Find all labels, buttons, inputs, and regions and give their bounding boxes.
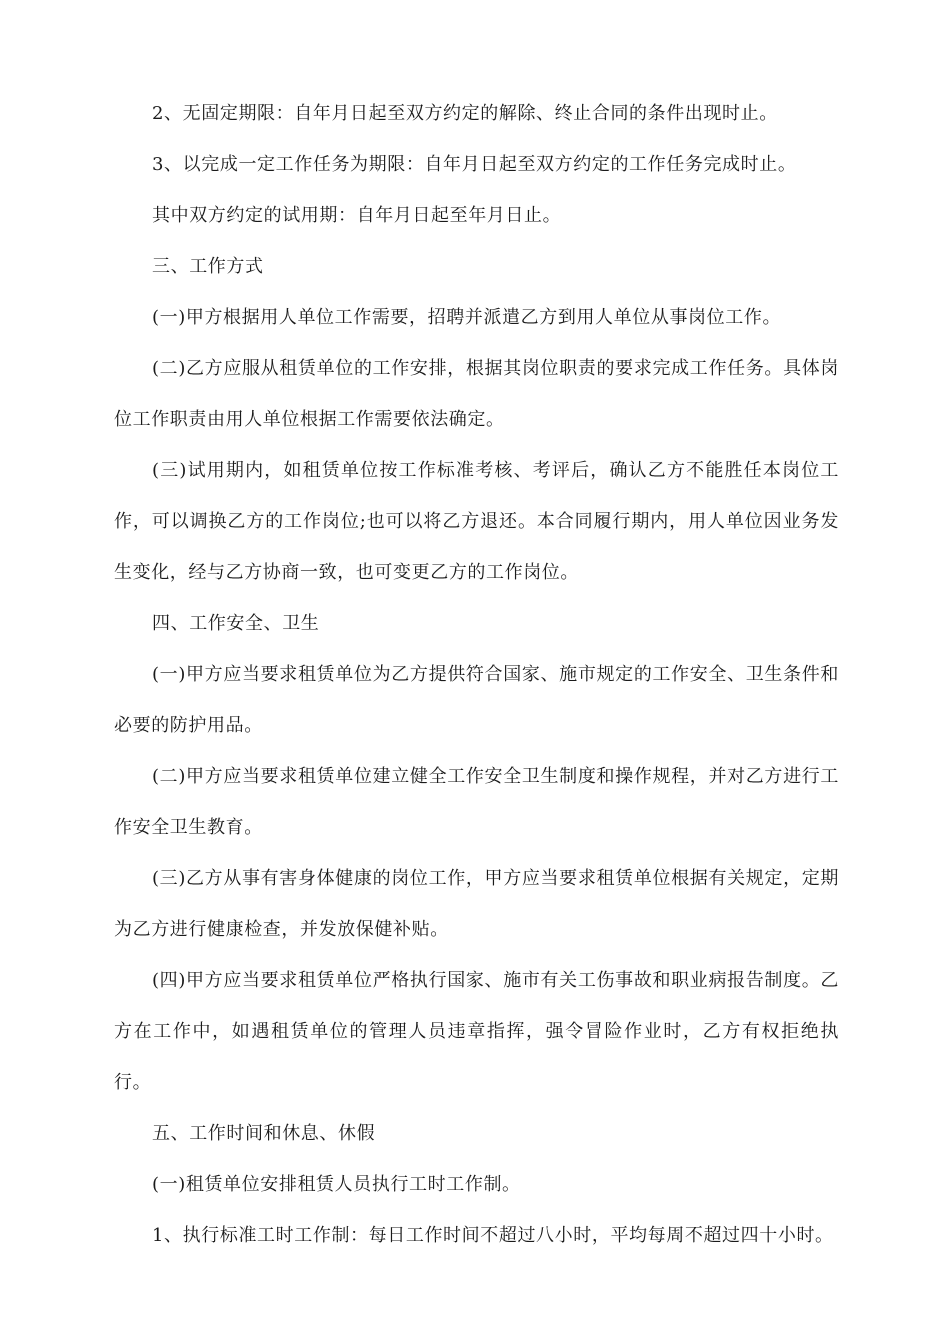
- paragraph-work-mode-2: (二)乙方应服从租赁单位的工作安排，根据其岗位职责的要求完成工作任务。具体岗位工作职责由用人单位根据工作需要依法确定。: [114, 358, 839, 430]
- paragraph-safety-3: (三)乙方从事有害身体健康的岗位工作，甲方应当要求租赁单位根据有关规定，定期为乙方进行健康检查，并发放保健补贴。: [114, 868, 839, 940]
- paragraph-hours-standard: 1、执行标准工时工作制：每日工作时间不超过八小时，平均每周不超过四十小时。: [152, 1225, 834, 1246]
- section-heading-working-hours: 五、工作时间和休息、休假: [152, 1123, 376, 1144]
- paragraph-probation: 其中双方约定的试用期：自年月日起至年月日止。: [152, 205, 562, 226]
- paragraph-safety-1: (一)甲方应当要求租赁单位为乙方提供符合国家、施市规定的工作安全、卫生条件和必要的防护用品。: [114, 664, 839, 736]
- paragraph-term-no-fixed: 2、无固定期限：自年月日起至双方约定的解除、终止合同的条件出现时止。: [152, 103, 778, 124]
- paragraph-hours-1: (一)租赁单位安排租赁人员执行工时工作制。: [152, 1174, 521, 1195]
- paragraph-safety-4: (四)甲方应当要求租赁单位严格执行国家、施市有关工伤事故和职业病报告制度。乙方在工作中，如遇租赁单位的管理人员违章指挥，强令冒险作业时，乙方有权拒绝执行。: [114, 970, 839, 1093]
- paragraph-work-mode-3: (三)试用期内，如租赁单位按工作标准考核、考评后，确认乙方不能胜任本岗位工作，可以调换乙方的工作岗位;也可以将乙方退还。本合同履行期内，用人单位因业务发生变化，经与乙方协商一致，也可变更乙方的工作岗位。: [114, 460, 839, 583]
- document-body: [114, 88, 839, 1261]
- paragraph-term-task: 3、以完成一定工作任务为期限：自年月日起至双方约定的工作任务完成时止。: [152, 154, 797, 175]
- paragraph-work-mode-1: (一)甲方根据用人单位工作需要，招聘并派遣乙方到用人单位从事岗位工作。: [152, 307, 782, 328]
- section-heading-safety: 四、工作安全、卫生: [152, 613, 320, 634]
- section-heading-work-mode: 三、工作方式: [152, 256, 264, 277]
- paragraph-safety-2: (二)甲方应当要求租赁单位建立健全工作安全卫生制度和操作规程，并对乙方进行工作安全卫生教育。: [114, 766, 839, 838]
